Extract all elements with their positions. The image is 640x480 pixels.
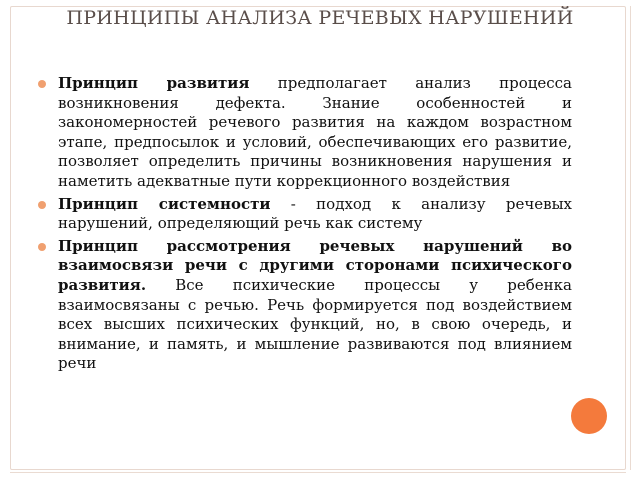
bullet-text: Все психические процессы у ребенка взаимосвязаны с речью. Речь формируется под воздействием всех высших психических функций, но, в свою очередь, и внимание, и память, и мышление развиваются под влиянием речи — [58, 275, 572, 373]
bullet-heading: Принцип системности — [58, 194, 271, 213]
bullet-text: предполагает анализ процесса возникновения дефекта. Знание особенностей и закономерностей речевого развития на каждом возрастном этапе, предпосылок и условий, обеспечивающих его развитие, позволяет определить причины возникновения нарушения и наметить адекватные пути коррекционного воздействия — [58, 74, 572, 190]
accent-circle-icon — [571, 398, 607, 434]
bullet-marker-icon — [38, 201, 46, 209]
bullet-development-principle — [36, 74, 572, 192]
slide-title: ПРИНЦИПЫ АНАЛИЗА РЕЧЕВЫХ НАРУШЕНИЙ — [66, 7, 574, 29]
slide-frame-bottom-edge — [10, 472, 626, 478]
bullet-text: - подход к анализу речевых нарушений, определяющий речь как систему — [58, 194, 572, 233]
slide-frame-right-edge — [630, 6, 638, 470]
slide-content — [36, 74, 572, 377]
bullet-systemic-principle — [36, 195, 572, 234]
bullet-heading: Принцип рассмотрения речевых нарушений во взаимосвязи речи с другими сторонами психического развития. — [58, 236, 572, 294]
bullet-marker-icon — [38, 80, 46, 88]
bullet-marker-icon — [38, 243, 46, 251]
bullet-interrelation-principle — [36, 237, 572, 374]
bullet-heading: Принцип развития — [58, 74, 250, 92]
